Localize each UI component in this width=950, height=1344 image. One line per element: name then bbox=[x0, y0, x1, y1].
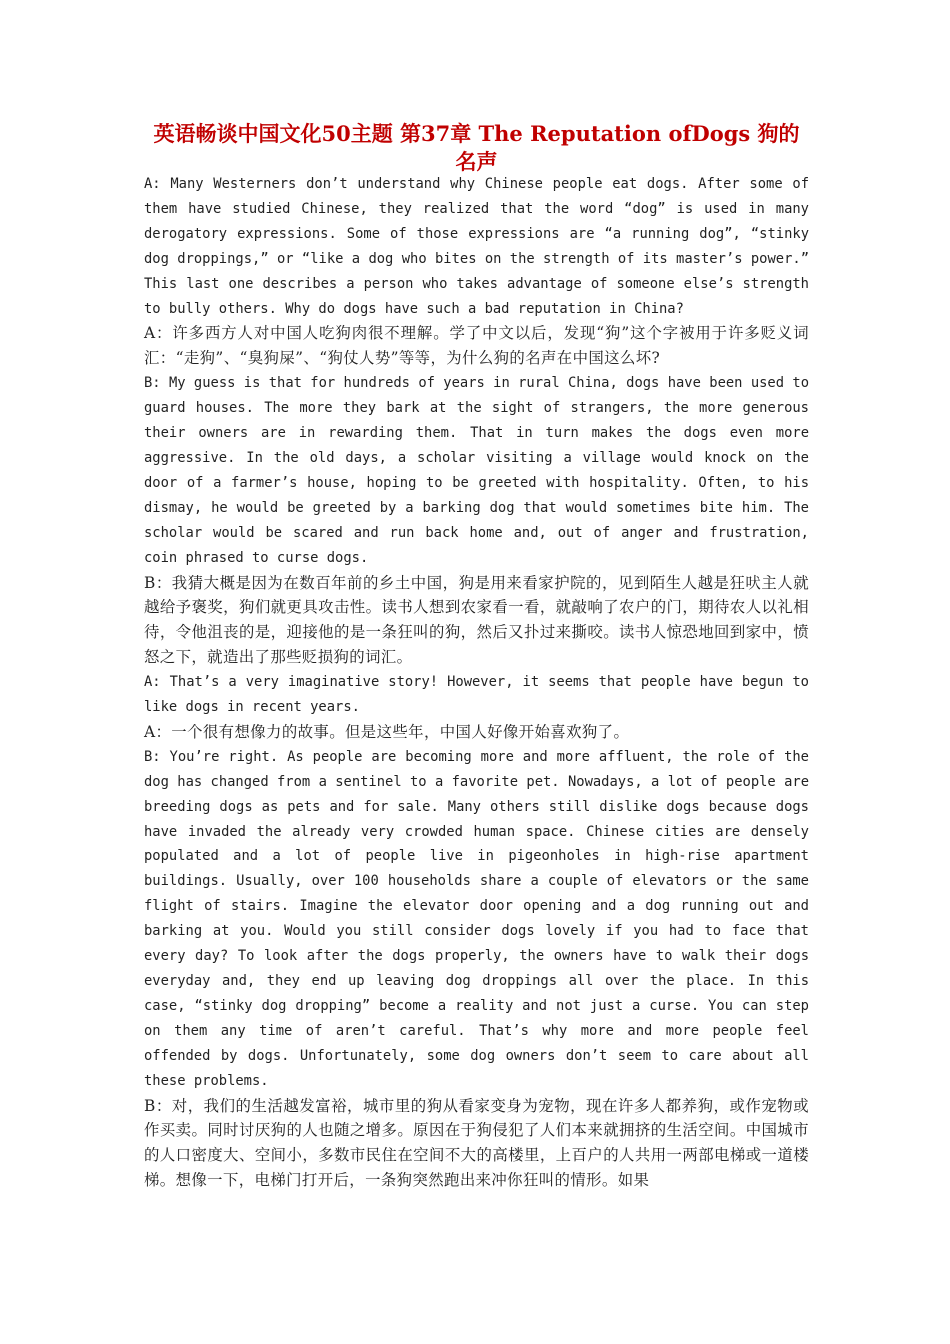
paragraph-b-zh-2: B：对，我们的生活越发富裕，城市里的狗从看家变身为宠物，现在许多人都养狗，或作宠物或作买卖。同时讨厌狗的人也随之增多。原因在于狗侵犯了人们本来就拥挤的生活空间。中国城市的人口密度大、空间小，多数市民住在空间不大的高楼里，上百户的人共用一两部电梯或一道楼梯。想像一下，电梯门打开后，一条狗突然跑出来冲你狂叫的情形。如果 bbox=[144, 1096, 809, 1190]
paragraph-b-zh-1: B：我猜大概是因为在数百年前的乡土中国，狗是用来看家护院的，见到陌生人越是狂吠主人就越给予褒奖，狗们就更具攻击性。读书人想到农家看一看，就敲响了农户的门，期待农人以礼相待，令他沮丧的是，迎接他的是一条狂叫的狗，然后又扑过来撕咬。读书人惊恐地回到家中，愤怒之下，就造出了那些贬损狗的词汇。 bbox=[144, 573, 809, 667]
paragraph-a-zh-1: A：许多西方人对中国人吃狗肉很不理解。学了中文以后，发现“狗”这个字被用于许多贬义词汇：“走狗”、“臭狗屎”、“狗仗人势”等等，为什么狗的名声在中国这么坏? bbox=[144, 324, 809, 368]
document-page bbox=[144, 120, 809, 1193]
paragraph-a-en-2: A: That’s a very imaginative story! However, it seems that people have begun to like dogs in recent years. bbox=[144, 674, 809, 716]
paragraph-b-en-1: B: My guess is that for hundreds of years in rural China, dogs have been used to guard houses. The more they bark at the sight of strangers, the more generous their owners are in rewarding them. That in turn makes the dogs even more aggressive. In the old days, a scholar visiting a village would knock on the door of a farmer’s house, hoping to be greeted with hospitality. Often, to his dismay, he would be greeted by a barking dog that would sometimes bite him. The scholar would be scared and run back home and, out of anger and frustration, coin phrased to curse dogs. bbox=[144, 375, 809, 566]
paragraph-a-en-1: A: Many Westerners don’t understand why Chinese people eat dogs. After some of them have studied Chinese, they realized that the word “dog” is used in many derogatory expressions. Some of those expressions are “a running dog”, “stinky dog droppings,” or “like a dog who bites on the strength of its master’s power.” This last one describes a person who takes advantage of someone else’s strength to bully others. Why do dogs have such a bad reputation in China? bbox=[144, 176, 809, 317]
document-title: 英语畅谈中国文化50主题 第37章 The Reputation ofDogs 狗的名声 bbox=[153, 121, 800, 174]
paragraph-a-zh-2: A：一个很有想像力的故事。但是这些年，中国人好像开始喜欢狗了。 bbox=[144, 722, 630, 741]
paragraph-b-en-2: B: You’re right. As people are becoming more and more affluent, the role of the dog has changed from a sentinel to a favorite pet. Nowadays, a lot of people are breeding dogs as pets and for sale. Many others still dislike dogs because dogs have invaded the already very crowded human space. Chinese cities are densely populated and a lot of people live in pigeonholes in high-rise apartment buildings. Usually, over 100 households share a couple of elevators or the same flight of stairs. Imagine the elevator door opening and a dog running out and barking at you. Would you still consider dogs lovely if you had to face that every day? To look after the dogs properly, the owners have to walk their dogs everyday and, they end up leaving dog droppings all over the place. In this case, “stinky dog dropping” become a reality and not just a curse. You can step on them any time of aren’t careful. That’s why more and more people feel offended by dogs. Unfortunately, some dog owners don’t seem to care about all these problems. bbox=[144, 748, 809, 1089]
